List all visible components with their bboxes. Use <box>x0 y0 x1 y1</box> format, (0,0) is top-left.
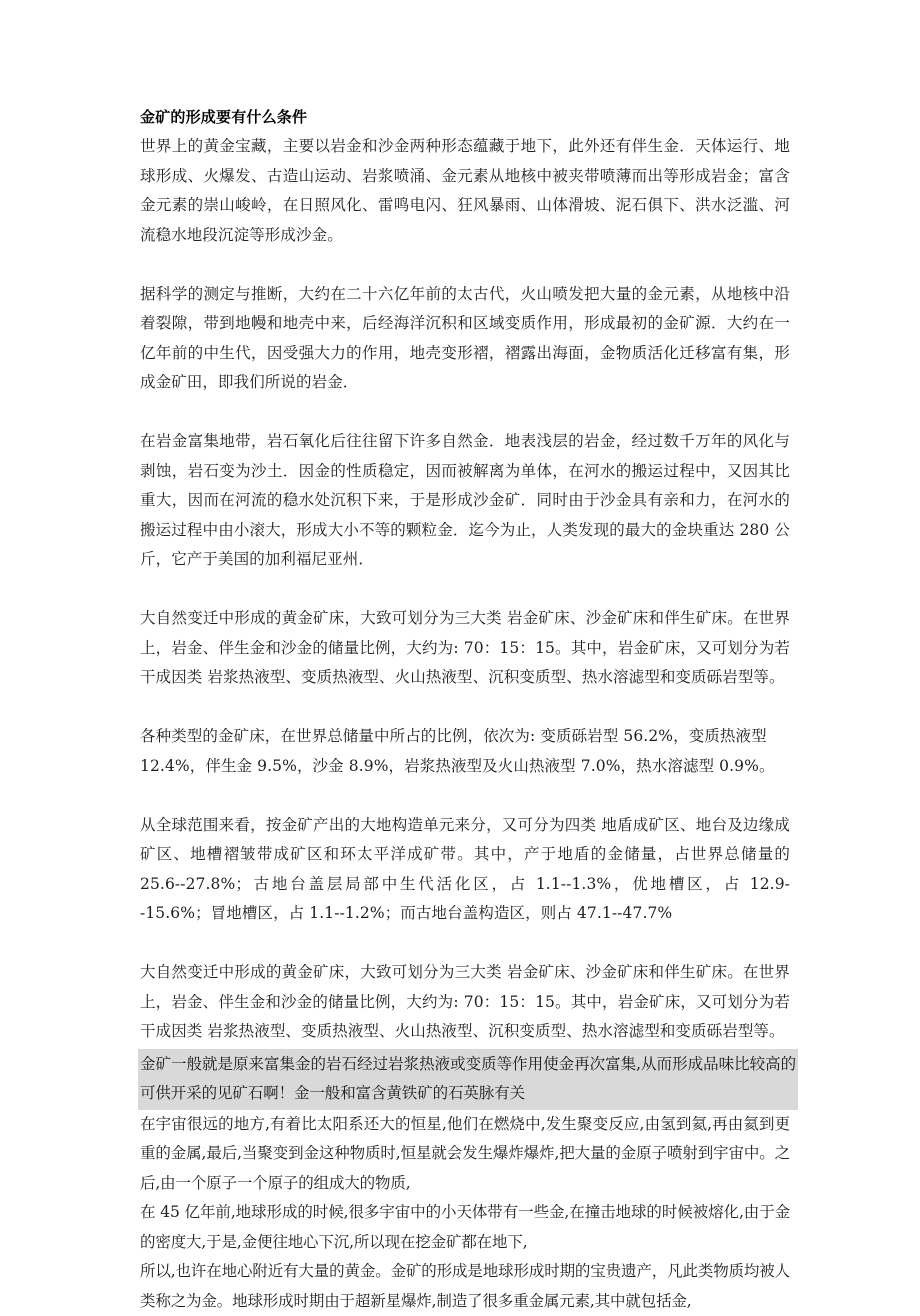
paragraph-2: 据科学的测定与推断，大约在二十六亿年前的太古代，火山喷发把大量的金元素，从地核中沿着裂隙，带到地幔和地壳中来，后经海洋沉积和区域变质作用，形成最初的金矿源．大约在一亿年前的中生代，因受强大力的作用，地壳变形褶，褶露出海面，金物质活化迁移富有集，形成金矿田，即我们所说的岩金． <box>140 284 790 391</box>
paragraph-4: 大自然变迁中形成的黄金矿床，大致可划分为三大类 岩金矿床、沙金矿床和伴生矿床。在世界上，岩金、伴生金和沙金的储量比例，大约为: 70：15：15。其中，岩金矿床，又可划分为若干成因类 岩浆热液型、变质热液型、火山热液型、沉积变质型、热水溶滤型和变质砾岩型等。 <box>140 609 790 686</box>
highlighted-paragraph: 金矿一般就是原来富集金的岩石经过岩浆热液或变质等作用使金再次富集,从而形成品味比较高的可供开采的见矿石啊！金一般和富含黄铁矿的石英脉有关 <box>138 1049 798 1110</box>
paragraph-3: 在岩金富集地带，岩石氧化后往往留下许多自然金．地表浅层的岩金，经过数千万年的风化与剥蚀，岩石变为沙土．因金的性质稳定，因而被解离为单体，在河水的搬运过程中，又因其比重大，因而在河流的稳水处沉积下来，于是形成沙金矿．同时由于沙金具有亲和力，在河水的搬运过程中由小滚大，形成大小不等的颗粒金．迄今为止，人类发现的最大的金块重达 280 公斤，它产于美国的加利福尼亚州． <box>140 432 790 568</box>
paragraph-spacer <box>140 398 790 428</box>
paragraph-spacer <box>140 693 790 723</box>
paragraph-7: 大自然变迁中形成的黄金矿床，大致可划分为三大类 岩金矿床、沙金矿床和伴生矿床。在世界上，岩金、伴生金和沙金的储量比例，大约为: 70：15：15。其中，岩金矿床，又可划分为若干成因类 岩浆热液型、变质热液型、火山热液型、沉积变质型、热水溶滤型和变质砾岩型等。 <box>140 963 790 1040</box>
paragraph-spacer <box>140 250 790 280</box>
paragraph-6: 从全球范围来看，按金矿产出的大地构造单元来分，又可分为四类 地盾成矿区、地台及边缘成矿区、地槽褶皱带成矿区和环太平洋成矿带。其中，产于地盾的金储量，占世界总储量的 25.6--27.8%；古地台盖层局部中生代活化区，占 1.1--1.3%，优地槽区，占 12.9--15.6%；冒地槽区，占 1.1--1.2%；而古地台盖构造区，则占 47.1--47.7% <box>140 815 790 922</box>
tail-line-3: 所以,也许在地心附近有大量的黄金。金矿的形成是地球形成时期的宝贵遗产，凡此类物质均被人类称之为金。地球形成时期由于超新星爆炸,制造了很多重金属元素,其中就包括金, <box>140 1262 790 1310</box>
paragraph-1: 世界上的黄金宝藏，主要以岩金和沙金两种形态蕴藏于地下，此外还有伴生金．天体运行、地球形成、火爆发、古造山运动、岩浆喷涌、金元素从地核中被夹带喷薄而出等形成岩金；富含金元素的崇山峻岭，在日照风化、雷鸣电闪、狂风暴雨、山体滑坡、泥石俱下、洪水泛滥、河流稳水地段沉淀等形成沙金。 <box>140 137 790 244</box>
paragraph-5: 各种类型的金矿床，在世界总储量中所占的比例，依次为: 变质砾岩型 56.2%，变质热液型 12.4%，伴生金 9.5%，沙金 8.9%，岩浆热液型及火山热液型 7.0%，热水溶滤型 0.9%。 <box>140 727 775 775</box>
paragraph-spacer <box>140 575 790 605</box>
document-body <box>140 104 796 1316</box>
paragraph-spacer <box>140 781 790 811</box>
paragraph-spacer <box>140 929 790 959</box>
tail-line-1: 在宇宙很远的地方,有着比太阳系还大的恒星,他们在燃烧中,发生聚变反应,由氢到氦,再由氦到更重的金属,最后,当聚变到金这种物质时,恒星就会发生爆炸爆炸,把大量的金原子喷射到宇宙中。之后,由一个原子一个原子的组成大的物质, <box>140 1114 790 1192</box>
tail-line-2: 在 45 亿年前,地球形成的时候,很多宇宙中的小天体带有一些金,在撞击地球的时候被熔化,由于金的密度大,于是,金便往地心下沉,所以现在挖金矿都在地下, <box>140 1203 790 1251</box>
page-title: 金矿的形成要有什么条件 <box>140 108 308 126</box>
